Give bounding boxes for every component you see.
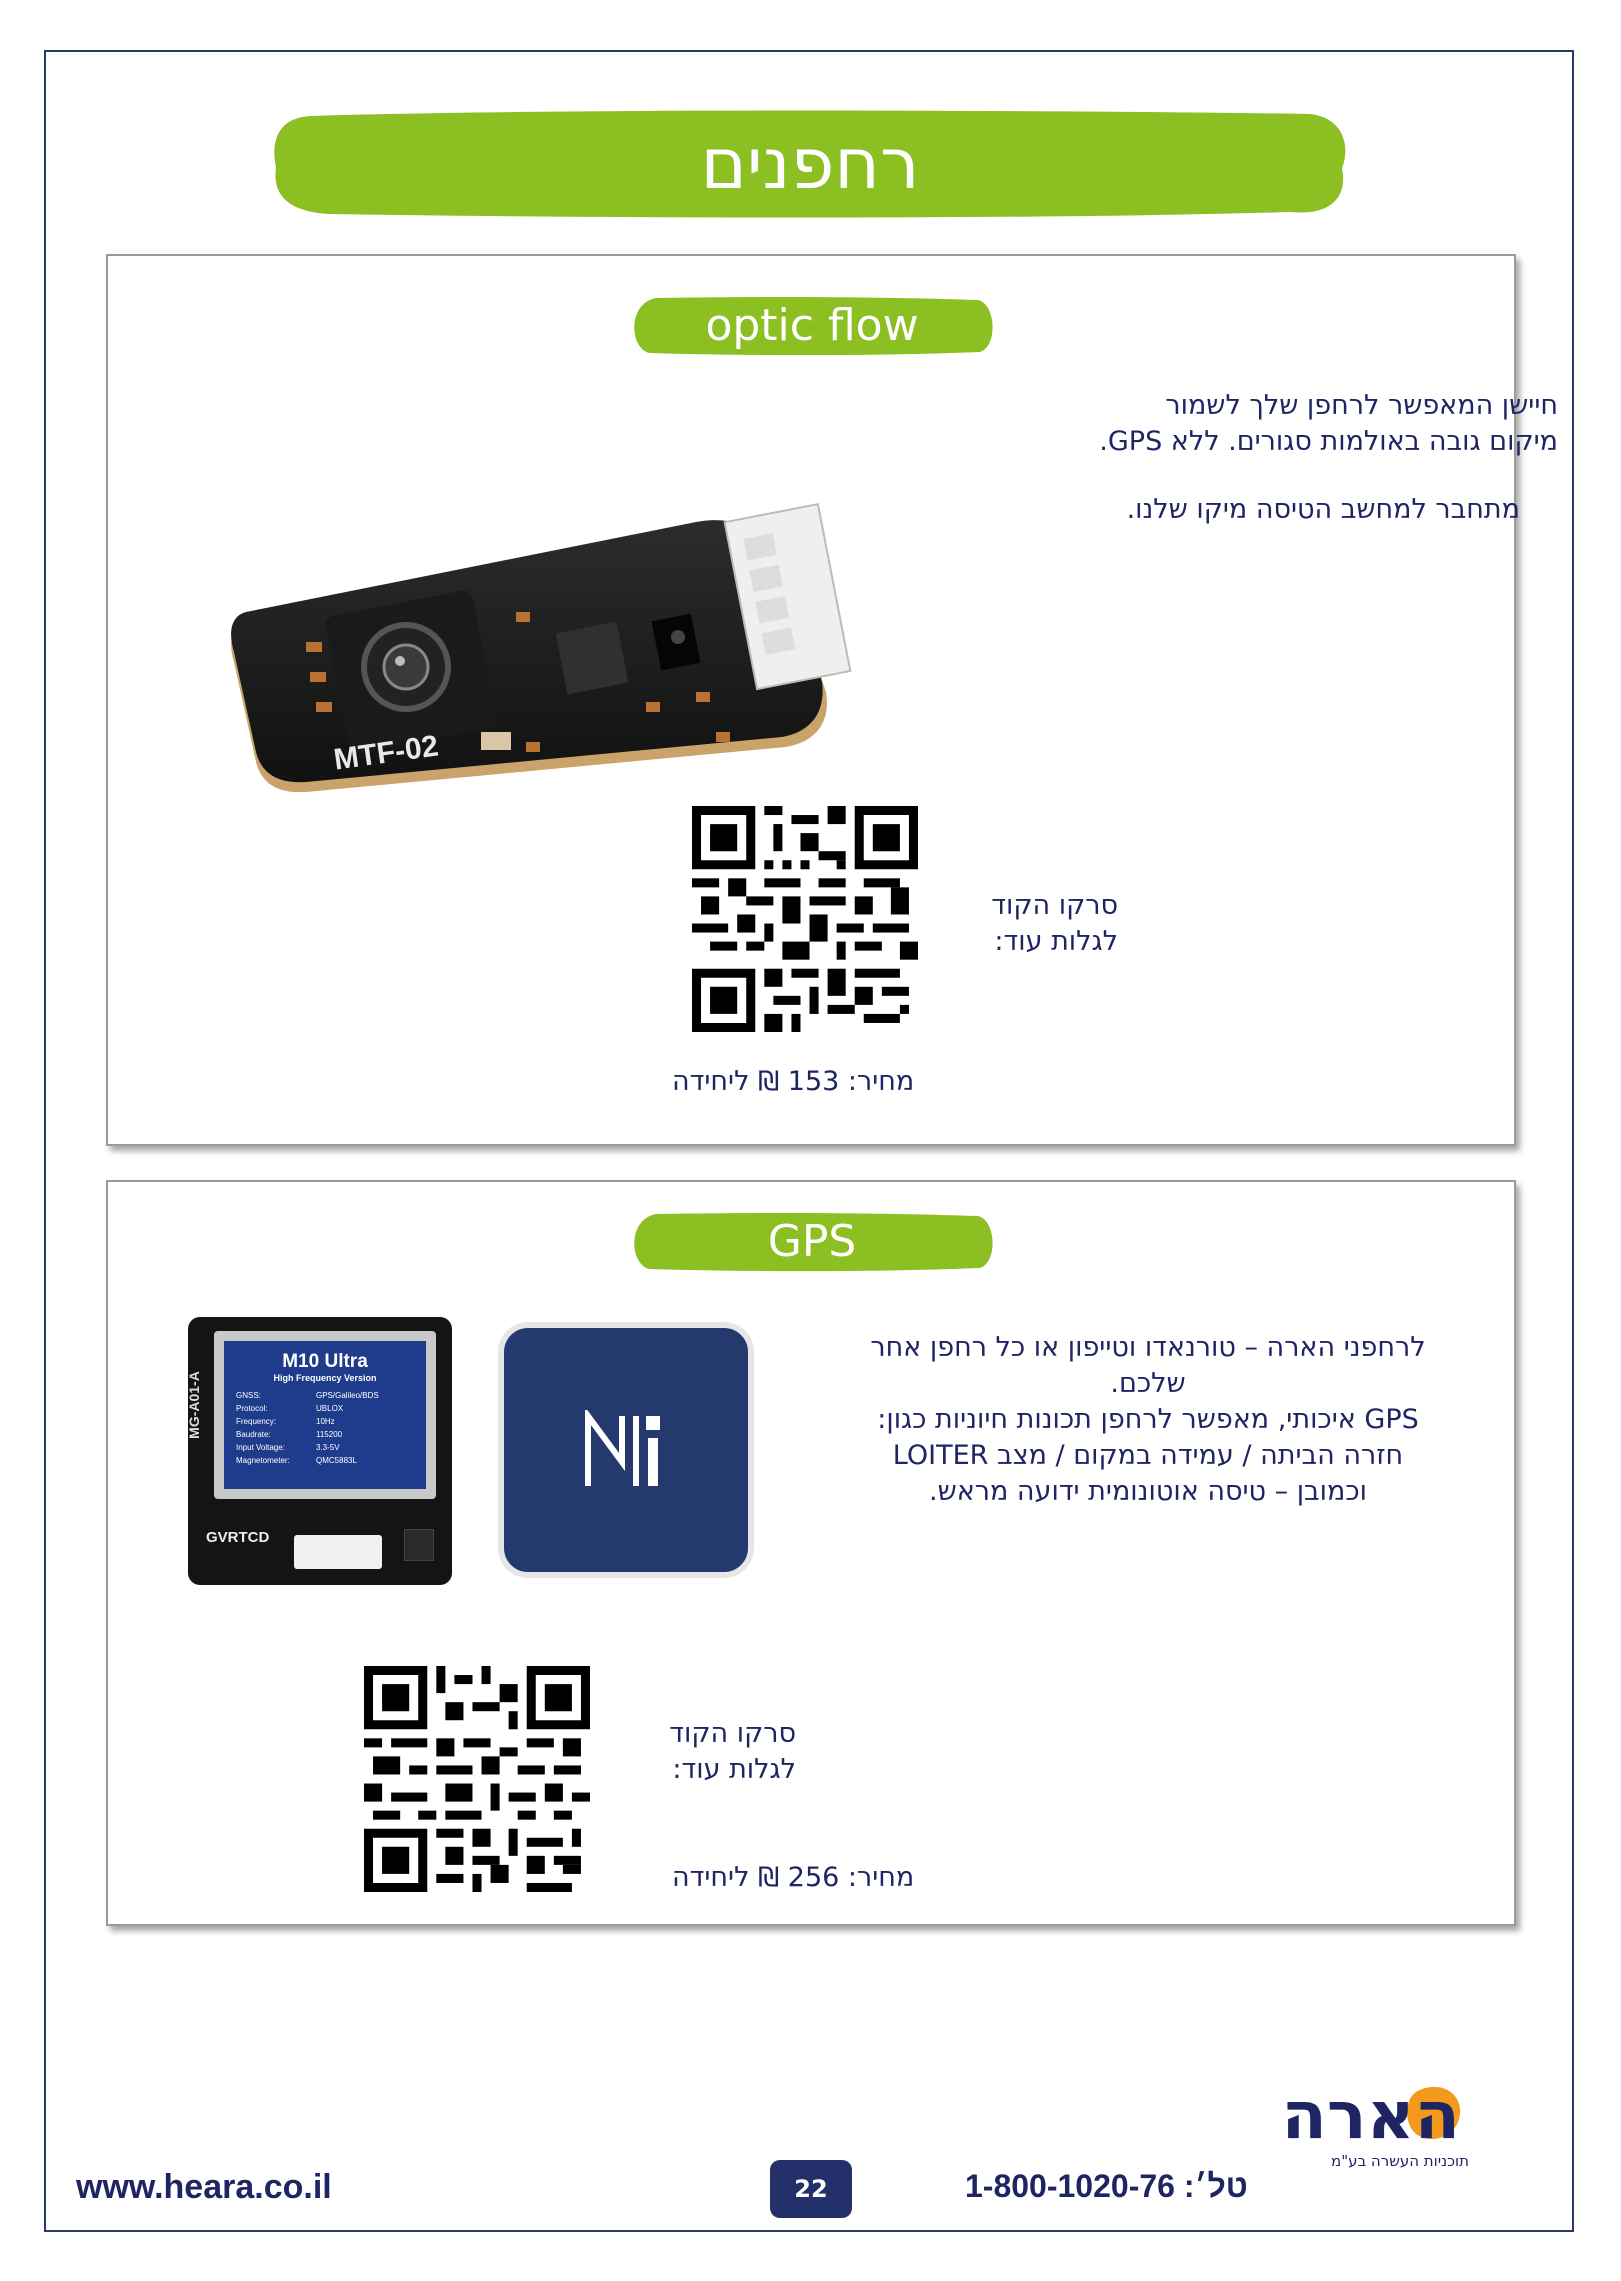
description-line: שלכם.	[1110, 1368, 1186, 1399]
product-name-pill	[626, 296, 998, 356]
product-price: מחיר: 153 ₪ ליחידה	[672, 1066, 915, 1097]
heara-logo	[1281, 2076, 1530, 2186]
page-title-banner	[270, 108, 1350, 220]
logo-wordmark: הארה	[1281, 2077, 1460, 2154]
product-name: GPS	[767, 1216, 857, 1267]
optic-flow-sensor-image	[226, 492, 946, 792]
description-line: חיישן המאפשר לרחפן שלך לשמור	[1165, 390, 1558, 421]
page-title: רחפנים	[700, 123, 920, 205]
module-title: M10 Ultra	[282, 1351, 368, 1372]
product-name-pill	[626, 1212, 998, 1272]
module-side-label: MG-A01-A	[185, 1371, 202, 1439]
scan-line: סרקו הקוד	[669, 1718, 796, 1749]
module-brand: GVRTCD	[206, 1529, 270, 1546]
spec-key: Magnetometer:	[236, 1456, 290, 1465]
description-line: מיקום גובה באולמות סגורים. ללא GPS.	[1099, 426, 1558, 457]
flight-controller-chip-image	[498, 1322, 754, 1578]
scan-prompt	[616, 1716, 796, 1788]
module-spec-list	[224, 1389, 426, 1467]
website-link[interactable]: www.heara.co.il	[76, 2168, 332, 2206]
description-line: וכמובן – טיסה אוטונומית ידועה מראש.	[929, 1476, 1367, 1507]
product-price: מחיר: 256 ₪ ליחידה	[672, 1862, 915, 1893]
page-number-badge: 22	[770, 2160, 852, 2218]
spec-key: Baudrate:	[236, 1430, 271, 1439]
spec-value: GPS/Galileo/BDS	[316, 1391, 379, 1400]
gps-module-image	[185, 1317, 452, 1585]
chip	[404, 1529, 434, 1561]
spec-key: Frequency:	[236, 1417, 277, 1426]
product-card-optic-flow	[106, 254, 1558, 1146]
sensor-label: MTF-02	[331, 729, 441, 777]
brand-logo-icon	[584, 1410, 670, 1490]
scan-line: לגלות עוד:	[994, 926, 1118, 957]
scan-prompt	[938, 888, 1118, 960]
qr-code[interactable]	[364, 1666, 590, 1892]
phone-number[interactable]: טל׳: 1-800-1020-76	[965, 2168, 1248, 2204]
product-description	[798, 1330, 1498, 1510]
spec-value: 3.3-5V	[316, 1443, 340, 1452]
spec-value: UBLOX	[316, 1404, 344, 1413]
spec-key: GNSS:	[236, 1391, 261, 1400]
description-line: מתחבר למחשב הטיסה מיקו שלנו.	[1126, 494, 1520, 525]
gps-label-sticker	[224, 1341, 426, 1489]
description-line: חזרה הביתה / עמידה במקום / מצב LOITER	[892, 1440, 1404, 1471]
spec-value: 10Hz	[316, 1417, 335, 1426]
spec-key: Protocol:	[236, 1404, 268, 1413]
product-name: optic flow	[705, 300, 919, 351]
logo-subtitle: תוכניות העשרה בע"מ	[1331, 2152, 1469, 2170]
spec-value: 115200	[316, 1430, 343, 1439]
gps-antenna-shield	[214, 1331, 436, 1499]
product-card-gps	[106, 1180, 1516, 1926]
spec-key: Input Voltage:	[236, 1443, 285, 1452]
connector	[294, 1535, 382, 1569]
module-subtitle: High Frequency Version	[273, 1373, 377, 1383]
description-line: GPS איכותי, מאפשר לרחפן תכונות חיוניות כגון:	[877, 1404, 1419, 1435]
scan-line: לגלות עוד:	[672, 1754, 796, 1785]
scan-line: סרקו הקוד	[991, 890, 1118, 921]
description-line: לרחפני הארה – טורנאדו וטייפון או כל רחפן אחר	[870, 1332, 1426, 1363]
spec-value: QMC5883L	[316, 1456, 357, 1465]
qr-code[interactable]	[692, 806, 918, 1032]
